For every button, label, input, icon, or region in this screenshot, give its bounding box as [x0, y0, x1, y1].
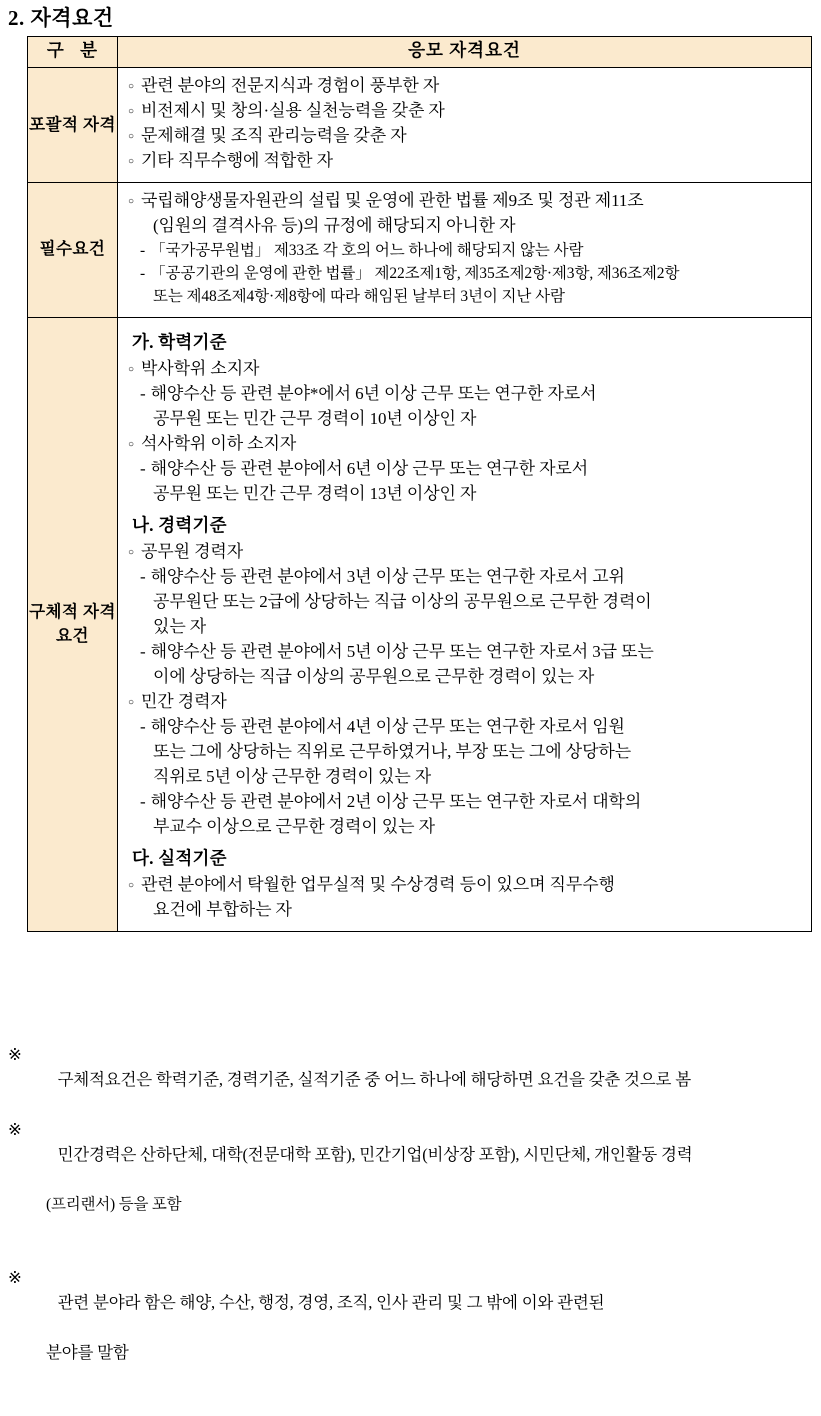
sub-list-item-continuation: 또는 그에 상당하는 직위로 근무하였거나, 부장 또는 그에 상당하는 [153, 741, 632, 761]
table-row [28, 317, 812, 931]
footnote-text: 관련 분야라 함은 해양, 수산, 행정, 경영, 조직, 인사 관리 및 그 밖에 이와 관련된 [57, 1293, 605, 1312]
list-item: ○ 민간 경력자 [128, 690, 803, 715]
list-item-continuation: 요건에 부합하는 자 [153, 900, 292, 920]
list-item: ○ 관련 분야에서 탁월한 업무실적 및 수상경력 등이 있으며 직무수행 [128, 873, 803, 898]
table-header [28, 37, 812, 68]
footnote-text: 민간경력은 산하단체, 대학(전문대학 포함), 민간기업(비상장 포함), 시민단체, 개인활동 경력 [57, 1145, 693, 1164]
row-body-specific [118, 317, 812, 931]
sub-list-item-continuation: 공무원단 또는 2급에 상당하는 직급 이상의 공무원으로 근무한 경력이 [153, 592, 652, 612]
column-header-category: 구 분 [28, 37, 118, 68]
sub-list-item: - 해양수산 등 관련 분야에서 3년 이상 근무 또는 연구한 자로서 고위 [128, 565, 803, 590]
sub-list-item: - 해양수산 등 관련 분야에서 6년 이상 근무 또는 연구한 자로서 [128, 457, 803, 482]
list-item: ○ 석사학위 이하 소지자 [128, 432, 803, 457]
column-header-requirements: 응모 자격요건 [118, 37, 812, 68]
table-header-row [28, 37, 812, 68]
footnote-item [8, 1118, 813, 1265]
sub-list-item-continuation: 공무원 또는 민간 근무 경력이 10년 이상인 자 [153, 408, 477, 428]
table-row [28, 68, 812, 183]
sub-list-item: - 「공공기관의 운영에 관한 법률」 제22조제1항, 제35조제2항·제3항, 제36조제2항 [128, 262, 803, 285]
sub-list-item-continuation: 부교수 이상으로 근무한 경력이 있는 자 [153, 816, 435, 836]
footnotes [8, 1043, 813, 1416]
list-item: ○ 기타 직무수행에 적합한 자 [128, 149, 803, 174]
row-label-comprehensive: 포괄적 자격 [28, 68, 118, 183]
sub-list-item-continuation: 또는 제48조제4항·제8항에 따라 해임된 날부터 3년이 지난 사람 [153, 288, 565, 306]
sub-list-item: - 해양수산 등 관련 분야에서 2년 이상 근무 또는 연구한 자로서 대학의 [128, 790, 803, 815]
list-item: ○ 관련 분야의 전문지식과 경험이 풍부한 자 [128, 74, 803, 99]
sub-list-item-continuation: 공무원 또는 민간 근무 경력이 13년 이상인 자 [153, 483, 477, 503]
row-body-comprehensive [118, 68, 812, 183]
footnote-item [8, 1266, 813, 1415]
list-item: ○ 국립해양생물자원관의 설립 및 운영에 관한 법률 제9조 및 정관 제11조 [128, 189, 803, 214]
sub-list-item-continuation: 있는 자 [153, 617, 207, 637]
list-item-continuation: (임원의 결격사유 등)의 규정에 해당되지 아니한 자 [153, 215, 516, 235]
footnote-text: 구체적요건은 학력기준, 경력기준, 실적기준 중 어느 하나에 해당하면 요건을 갖춘 것으로 봄 [57, 1069, 691, 1089]
section-heading-career: 나. 경력기준 [132, 514, 227, 535]
qualification-requirements-table [27, 36, 812, 932]
sub-list-item: - 해양수산 등 관련 분야에서 4년 이상 근무 또는 연구한 자로서 임원 [128, 715, 803, 740]
section-heading-performance: 다. 실적기준 [132, 847, 227, 868]
list-item: ○ 박사학위 소지자 [128, 357, 803, 382]
section-heading-education: 가. 학력기준 [132, 331, 227, 352]
sub-list-item-continuation: 이에 상당하는 직급 이상의 공무원으로 근무한 경력이 있는 자 [153, 666, 595, 686]
list-item: ○ 비전제시 및 창의·실용 실천능력을 갖춘 자 [128, 99, 803, 124]
table-body [28, 68, 812, 932]
row-body-essential [118, 182, 812, 317]
footnote-text-continuation: (프리랜서) 등을 포함 [46, 1195, 182, 1213]
sub-list-item: - 해양수산 등 관련 분야*에서 6년 이상 근무 또는 연구한 자로서 [128, 382, 803, 407]
list-item: ○ 문제해결 및 조직 관리능력을 갖춘 자 [128, 124, 803, 149]
table-row [28, 182, 812, 317]
sub-list-item: - 「국가공무원법」 제33조 각 호의 어느 하나에 해당되지 않는 사람 [128, 239, 803, 262]
sub-list-item: - 해양수산 등 관련 분야에서 5년 이상 근무 또는 연구한 자로서 3급 또는 [128, 640, 803, 665]
footnote-item [8, 1043, 813, 1117]
sub-list-item-continuation: 직위로 5년 이상 근무한 경력이 있는 자 [153, 766, 432, 786]
footnote-text-continuation: 분야를 말함 [46, 1342, 129, 1362]
row-label-essential: 필수요건 [28, 182, 118, 317]
row-label-specific: 구체적 자격요건 [28, 317, 118, 931]
list-item: ○ 공무원 경력자 [128, 540, 803, 565]
page-title: 2. 자격요건 [8, 6, 114, 30]
